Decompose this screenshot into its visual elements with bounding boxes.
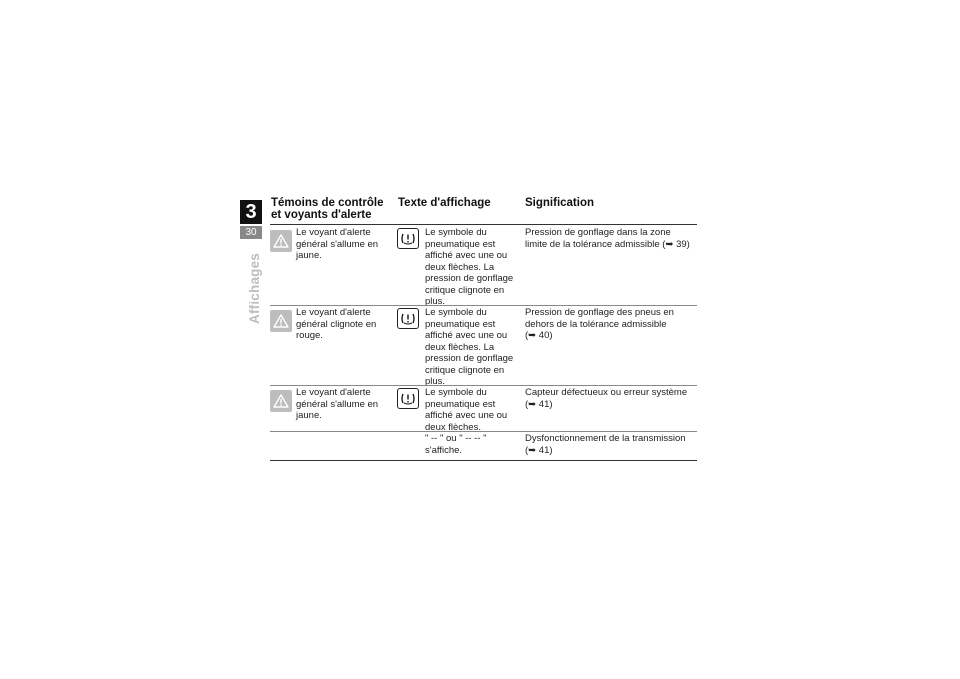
page-reference[interactable]: (➥ 41) [525,398,553,410]
display-text-description: Le symbole du pneumatique est affiché avec une ou deux flèches. La pression de gonflage critique clignote en plus. [425,227,514,307]
header-display-text: Texte d'affichage [398,197,491,209]
page-reference[interactable]: (➥ 40) [525,330,553,341]
meaning-description [525,433,695,456]
meaning-text: Capteur défectueux ou erreur système [525,387,688,398]
table-row [270,386,697,433]
chapter-number-box: 3 [240,200,262,224]
meaning-description [525,227,695,250]
arrow-icon: ➥ [528,444,537,456]
meaning-text: Dysfonctionnement de la transmission [525,433,686,444]
meaning-text: Pression de gonflage dans la zone limite de la tolérance admissible [525,227,671,250]
warning-light-description: Le voyant d'alerte général s'allume en jaune. [296,227,379,261]
display-text-description: " -- " ou " -- -- " s'affiche. [425,433,487,456]
display-text-description: Le symbole du pneumatique est affiché avec une ou deux flèches. La pression de gonflage critique clignote en plus. [425,307,514,387]
warning-triangle-icon [270,230,292,252]
tire-pressure-icon [397,228,419,248]
header-meaning: Signification [525,197,594,209]
warning-light-description: Le voyant d'alerte général s'allume en jaune. [296,387,379,421]
table-row [270,306,697,387]
section-side-label: Affichages [247,252,262,324]
arrow-icon: ➥ [528,330,537,341]
page-reference[interactable]: (➥ 39) [662,238,690,250]
page-reference[interactable]: (➥ 41) [525,444,553,456]
arrow-icon: ➥ [665,238,674,250]
table-header-rule [270,224,697,225]
display-text-description: Le symbole du pneumatique est affiché avec une ou deux flèches. [425,387,508,433]
warning-triangle-icon [270,310,292,332]
meaning-description [525,387,695,410]
arrow-icon: ➥ [528,398,537,410]
warning-light-description: Le voyant d'alerte général clignote en rouge. [296,307,377,341]
header-warning-lights: Témoins de contrôle et voyants d'alerte [271,197,384,221]
table-row [270,432,697,460]
table-bottom-rule [270,460,697,461]
warning-triangle-icon [270,390,292,412]
meaning-description [525,307,695,342]
tire-pressure-icon [397,388,419,408]
table-row [270,226,697,307]
meaning-text: Pression de gonflage des pneus en dehors de la tolérance admissible [525,307,674,330]
page-number: 30 [240,226,262,239]
tire-pressure-icon [397,308,419,328]
